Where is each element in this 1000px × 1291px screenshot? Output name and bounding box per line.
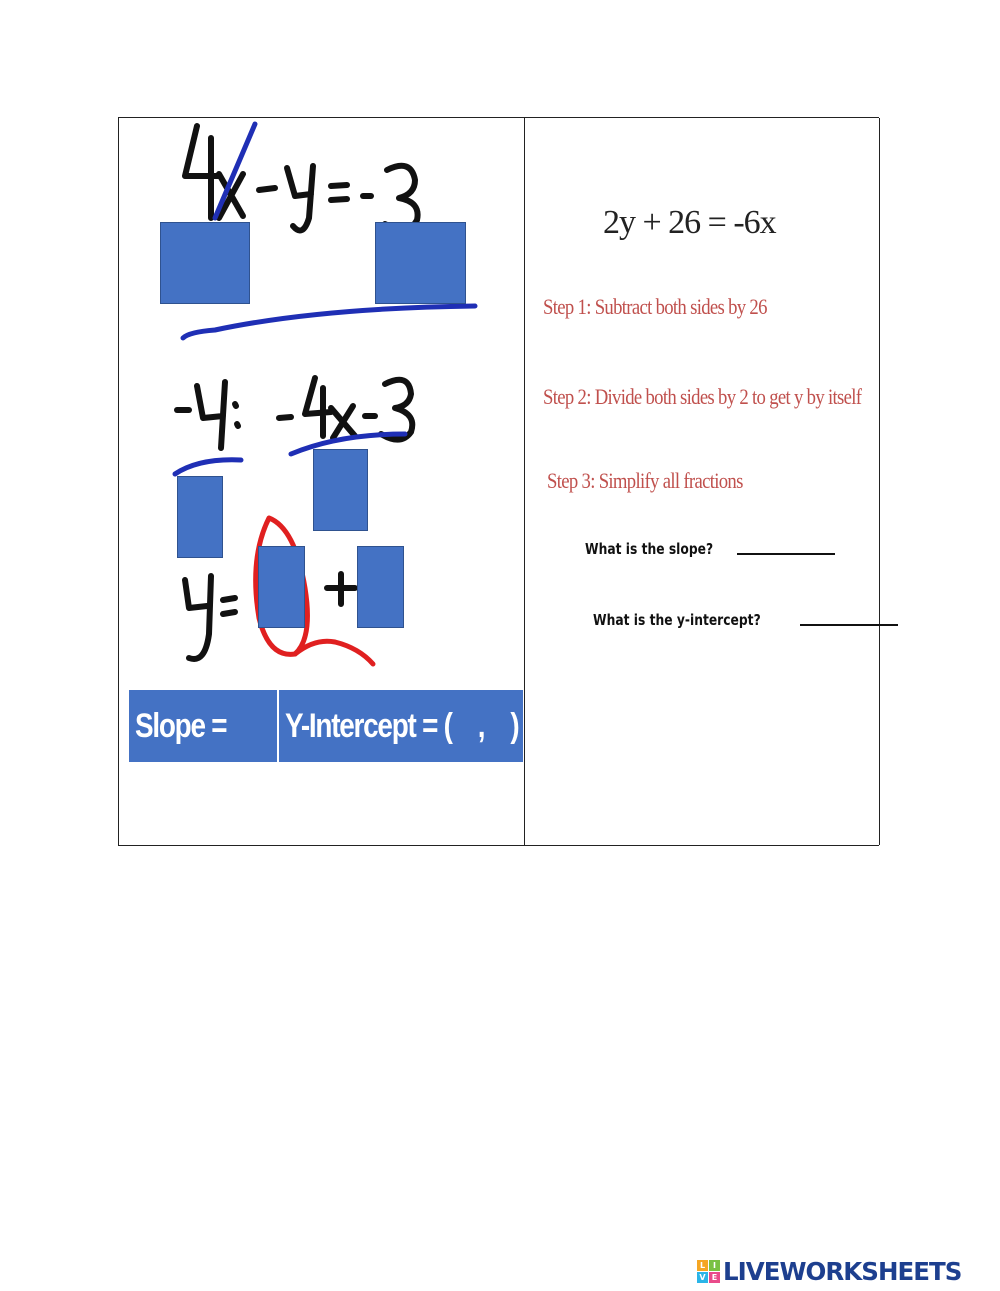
step-3-text: Step 3: Simplify all fractions bbox=[547, 468, 743, 493]
worksheet-frame bbox=[118, 117, 879, 846]
intercept-answer-blank[interactable] bbox=[800, 622, 898, 626]
equals-2 bbox=[223, 598, 235, 614]
handwritten-work bbox=[119, 118, 525, 678]
step-1 bbox=[543, 294, 806, 320]
practice-equation: 2y + 26 = -6x bbox=[603, 204, 776, 241]
colon bbox=[235, 404, 238, 426]
step-2 bbox=[543, 384, 918, 410]
underline-y bbox=[175, 460, 241, 474]
slope-cell[interactable] bbox=[129, 690, 277, 762]
digit-4-2 bbox=[305, 378, 331, 436]
digit-3-2 bbox=[381, 380, 412, 440]
minus-4 bbox=[279, 417, 291, 418]
answer-box-left[interactable] bbox=[160, 222, 250, 304]
practice-panel bbox=[525, 118, 880, 845]
intercept-question bbox=[593, 611, 898, 629]
logo-text: LIVEWORKSHEETS bbox=[723, 1256, 962, 1286]
logo-icon: L I V E bbox=[697, 1260, 720, 1283]
intercept-question-text: What is the y-intercept? bbox=[593, 611, 761, 629]
answer-box-intercept-value[interactable] bbox=[357, 546, 404, 628]
liveworksheets-logo bbox=[697, 1253, 966, 1289]
red-tail bbox=[295, 641, 373, 664]
y-intercept-label: Y-Intercept = ( , ) bbox=[285, 706, 519, 745]
step-2-text: Step 2: Divide both sides by 2 to get y by itself bbox=[543, 384, 862, 409]
answer-box-x-term[interactable] bbox=[313, 449, 368, 531]
digit-4 bbox=[185, 126, 219, 218]
digit-3 bbox=[385, 166, 418, 229]
slope-label: Slope = bbox=[135, 706, 227, 745]
letter-x-2 bbox=[331, 406, 355, 438]
slope-question bbox=[585, 540, 835, 558]
worked-example-panel bbox=[119, 118, 525, 845]
letter-y bbox=[287, 166, 313, 231]
slope-answer-blank[interactable] bbox=[737, 551, 835, 555]
letter-y-3 bbox=[185, 576, 211, 659]
answer-box-y-coefficient[interactable] bbox=[177, 476, 223, 558]
minus-1 bbox=[259, 188, 275, 190]
equals-1 bbox=[331, 185, 347, 200]
slope-question-text: What is the slope? bbox=[585, 540, 714, 558]
step-3 bbox=[547, 468, 777, 494]
step-1-text: Step 1: Subtract both sides by 26 bbox=[543, 294, 767, 319]
y-intercept-cell[interactable] bbox=[279, 690, 523, 762]
divider-line bbox=[183, 306, 475, 338]
answer-box-slope-value[interactable] bbox=[258, 546, 305, 628]
answer-box-right[interactable] bbox=[375, 222, 466, 304]
letter-y-2 bbox=[197, 382, 225, 448]
plus bbox=[327, 574, 355, 604]
